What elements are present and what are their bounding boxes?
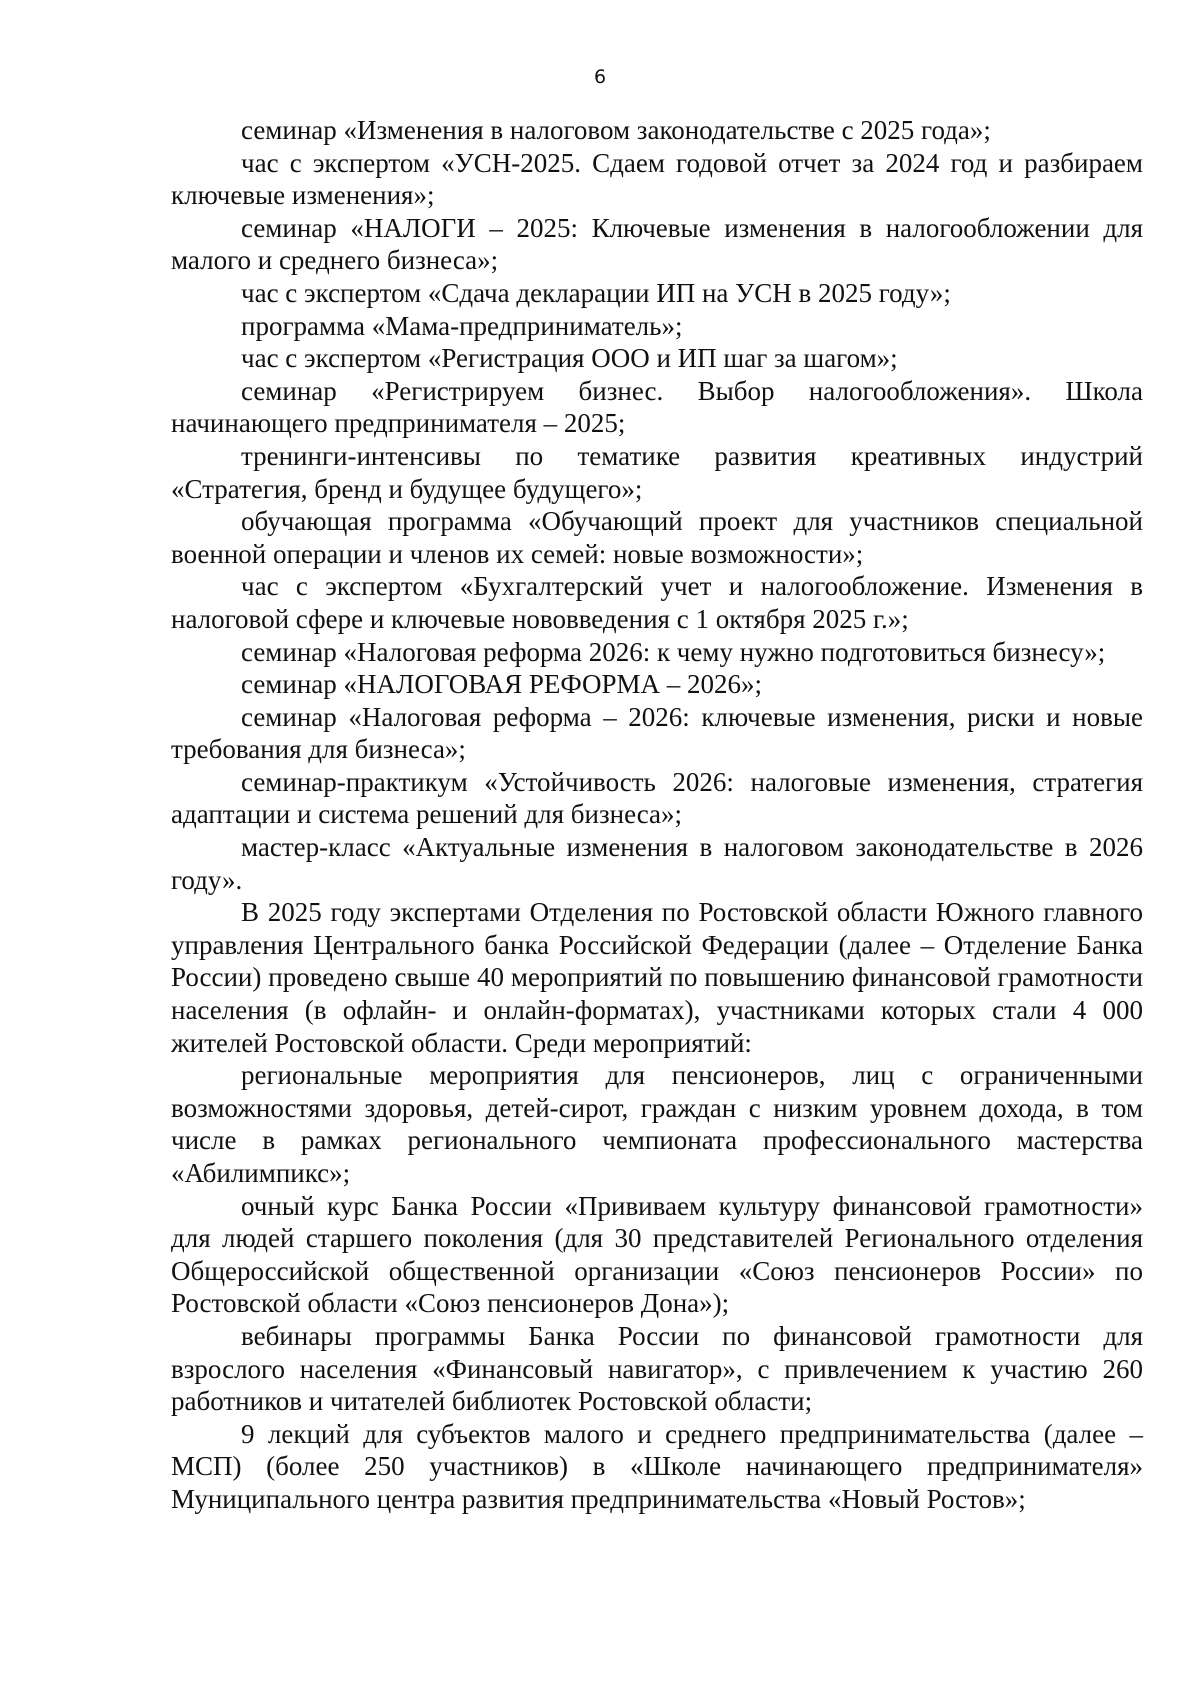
paragraph-seminar-reform-2026-prepare: семинар «Налоговая реформа 2026: к чему нужно подготовиться бизнесу»; xyxy=(241,636,1106,667)
paragraph-expert-registration: час с экспертом «Регистрация ООО и ИП шаг за шагом»; xyxy=(241,343,898,374)
paragraph-course-financial-literacy: очный курс Банка России «Прививаем культуру финансовой грамотности» для людей старшего поколения (для 30 представителей Регионального отделения Общероссийской общественной организации «Союз пенсионеров России» по Ростовской области «Союз пенсионеров Дона»); xyxy=(171,1190,1143,1319)
paragraph-seminar-taxes-2025: семинар «НАЛОГИ – 2025: Ключевые изменения в налогообложении для малого и среднего бизнеса»; xyxy=(171,212,1143,276)
paragraph-program-mom-entrepreneur: программа «Мама-предприниматель»; xyxy=(241,310,683,341)
paragraph-lectures-msp: 9 лекций для субъектов малого и среднего предпринимательства (далее – МСП) (более 250 участников) в «Школе начинающего предпринимателя» Муниципального центра развития предпринимательства «Новый Ростов»; xyxy=(171,1418,1143,1514)
paragraph-workshop-sustainability: семинар-практикум «Устойчивость 2026: налоговые изменения, стратегия адаптации и система решений для бизнеса»; xyxy=(171,766,1143,830)
paragraph-webinars-navigator: вебинары программы Банка России по финансовой грамотности для взрослого населения «Финансовый навигатор», с привлечением к участию 260 работников и читателей библиотек Ростовской области; xyxy=(171,1320,1143,1417)
paragraph-regional-events: региональные мероприятия для пенсионеров, лиц с ограниченными возможностями здоровья, детей-сирот, граждан с низким уровнем дохода, в том числе в рамках регионального чемпионата профессионального мастерства «Абилимпикс»; xyxy=(171,1060,1143,1188)
document-body xyxy=(171,114,1143,1516)
paragraph-program-svo: обучающая программа «Обучающий проект для участников специальной военной операции и членов их семей: новые возможности»; xyxy=(171,506,1143,569)
paragraph-trainings-creative: тренинги-интенсивы по тематике развития креативных индустрий «Стратегия, бренд и будущее будущего»; xyxy=(171,440,1143,504)
paragraph-expert-usn-2025: час с экспертом «УСН-2025. Сдаем годовой отчет за 2024 год и разбираем ключевые изменения»; xyxy=(171,147,1143,211)
paragraph-masterclass-2026: мастер-класс «Актуальные изменения в налоговом законодательстве в 2026 году». xyxy=(171,832,1143,895)
paragraph-expert-declaration: час с экспертом «Сдача декларации ИП на УСН в 2025 году»; xyxy=(241,277,951,308)
paragraph-seminar-reform-2026-caps: семинар «НАЛОГОВАЯ РЕФОРМА – 2026»; xyxy=(241,669,763,700)
paragraph-seminar-tax-law-2025: семинар «Изменения в налоговом законодательстве с 2025 года»; xyxy=(241,115,991,145)
paragraph-bank-branch-events: В 2025 году экспертами Отделения по Ростовской области Южного главного управления Центрального банка Российской Федерации (далее – Отделение Банка России) проведено свыше 40 мероприятий по повышению финансовой грамотности населения (в офлайн- и онлайн-форматах), участниками которых стали 4 000 жителей Ростовской области. Среди мероприятий: xyxy=(171,897,1143,1058)
paragraph-seminar-reform-2026-risks: семинар «Налоговая реформа – 2026: ключевые изменения, риски и новые требования для бизнеса»; xyxy=(171,701,1143,765)
paragraph-seminar-register-business: семинар «Регистрируем бизнес. Выбор налогообложения». Школа начинающего предпринимателя – 2025; xyxy=(171,375,1143,439)
paragraph-expert-accounting: час с экспертом «Бухгалтерский учет и налогообложение. Изменения в налоговой сфере и ключевые нововведения с 1 октября 2025 г.»; xyxy=(171,571,1143,634)
page-number: 6 xyxy=(593,66,607,88)
